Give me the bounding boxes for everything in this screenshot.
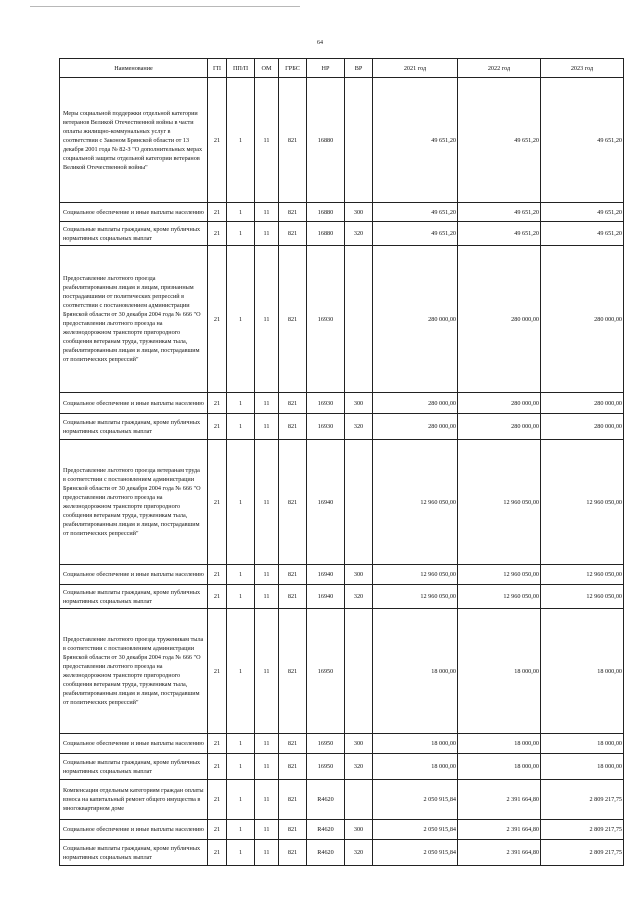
cell-grbs: 821 <box>279 780 307 820</box>
cell-pp: 1 <box>227 820 255 840</box>
cell-om: 11 <box>255 440 279 565</box>
cell-grbs: 821 <box>279 78 307 203</box>
cell-nr: 16930 <box>307 393 345 414</box>
cell-gp: 21 <box>208 820 227 840</box>
cell-om: 11 <box>255 585 279 609</box>
cell-2022: 12 960 050,00 <box>458 440 541 565</box>
cell-vr: 320 <box>345 754 373 780</box>
cell-gp: 21 <box>208 78 227 203</box>
cell-name: Социальное обеспечение и иные выплаты населению <box>60 820 208 840</box>
cell-2023: 18 000,00 <box>541 609 624 734</box>
cell-2023: 18 000,00 <box>541 734 624 754</box>
cell-grbs: 821 <box>279 203 307 222</box>
cell-2021: 2 050 915,84 <box>373 820 458 840</box>
cell-gp: 21 <box>208 734 227 754</box>
cell-2021: 49 651,20 <box>373 222 458 246</box>
table-row <box>60 393 624 414</box>
cell-2021: 12 960 050,00 <box>373 585 458 609</box>
cell-2022: 2 391 664,80 <box>458 820 541 840</box>
cell-2022: 280 000,00 <box>458 393 541 414</box>
cell-nr: 16880 <box>307 203 345 222</box>
cell-gp: 21 <box>208 609 227 734</box>
cell-om: 11 <box>255 393 279 414</box>
cell-2021: 12 960 050,00 <box>373 440 458 565</box>
cell-name: Социальное обеспечение и иные выплаты населению <box>60 203 208 222</box>
table-row <box>60 754 624 780</box>
cell-om: 11 <box>255 609 279 734</box>
header-nr: НР <box>307 59 345 78</box>
cell-gp: 21 <box>208 222 227 246</box>
cell-vr <box>345 609 373 734</box>
cell-2021: 280 000,00 <box>373 393 458 414</box>
cell-2022: 49 651,20 <box>458 222 541 246</box>
cell-gp: 21 <box>208 780 227 820</box>
cell-pp: 1 <box>227 414 255 440</box>
cell-om: 11 <box>255 820 279 840</box>
table-row <box>60 78 624 203</box>
cell-nr: R4620 <box>307 820 345 840</box>
cell-vr: 320 <box>345 840 373 866</box>
cell-2023: 2 809 217,75 <box>541 820 624 840</box>
cell-name: Предоставление льготного проезда ветеранам труда в соответствии с постановлением администрации Брянской области от 30 декабря 2004 года № 666 "О предоставлении льготного проезда на железнодорожном транспорте пригородного сообщения ветеранам труда, труженикам тыла, реабилитированным лицам и лицам, пострадавшим от политических репрессий" <box>60 440 208 565</box>
cell-2023: 280 000,00 <box>541 414 624 440</box>
cell-nr: 16940 <box>307 585 345 609</box>
table-row <box>60 246 624 393</box>
cell-om: 11 <box>255 565 279 585</box>
scan-artifact-line <box>30 6 300 7</box>
cell-2021: 49 651,20 <box>373 78 458 203</box>
cell-gp: 21 <box>208 585 227 609</box>
cell-pp: 1 <box>227 840 255 866</box>
cell-grbs: 821 <box>279 222 307 246</box>
cell-2022: 12 960 050,00 <box>458 565 541 585</box>
cell-pp: 1 <box>227 609 255 734</box>
cell-2022: 49 651,20 <box>458 78 541 203</box>
cell-gp: 21 <box>208 754 227 780</box>
cell-grbs: 821 <box>279 840 307 866</box>
cell-nr: 16880 <box>307 222 345 246</box>
header-gp: ГП <box>208 59 227 78</box>
cell-vr <box>345 246 373 393</box>
header-om: ОМ <box>255 59 279 78</box>
cell-2021: 280 000,00 <box>373 246 458 393</box>
cell-gp: 21 <box>208 246 227 393</box>
cell-pp: 1 <box>227 203 255 222</box>
header-2023: 2023 год <box>541 59 624 78</box>
cell-2023: 2 809 217,75 <box>541 840 624 866</box>
header-name: Наименование <box>60 59 208 78</box>
cell-nr: R4620 <box>307 840 345 866</box>
cell-name: Социальное обеспечение и иные выплаты населению <box>60 565 208 585</box>
cell-gp: 21 <box>208 565 227 585</box>
table-row <box>60 565 624 585</box>
cell-2021: 49 651,20 <box>373 203 458 222</box>
cell-om: 11 <box>255 840 279 866</box>
table-row <box>60 734 624 754</box>
cell-vr <box>345 78 373 203</box>
cell-pp: 1 <box>227 780 255 820</box>
cell-2023: 12 960 050,00 <box>541 440 624 565</box>
cell-nr: 16880 <box>307 78 345 203</box>
cell-grbs: 821 <box>279 754 307 780</box>
cell-nr: 16950 <box>307 734 345 754</box>
cell-vr: 300 <box>345 565 373 585</box>
cell-pp: 1 <box>227 222 255 246</box>
cell-vr: 300 <box>345 203 373 222</box>
cell-2023: 280 000,00 <box>541 393 624 414</box>
cell-gp: 21 <box>208 203 227 222</box>
cell-2023: 49 651,20 <box>541 222 624 246</box>
cell-grbs: 821 <box>279 585 307 609</box>
cell-grbs: 821 <box>279 246 307 393</box>
cell-vr: 300 <box>345 820 373 840</box>
cell-gp: 21 <box>208 414 227 440</box>
cell-pp: 1 <box>227 393 255 414</box>
cell-om: 11 <box>255 246 279 393</box>
cell-vr: 300 <box>345 393 373 414</box>
cell-pp: 1 <box>227 754 255 780</box>
cell-nr: 16930 <box>307 414 345 440</box>
cell-nr: R4620 <box>307 780 345 820</box>
table-row <box>60 203 624 222</box>
cell-om: 11 <box>255 203 279 222</box>
cell-2022: 280 000,00 <box>458 414 541 440</box>
cell-om: 11 <box>255 780 279 820</box>
cell-gp: 21 <box>208 440 227 565</box>
cell-2022: 280 000,00 <box>458 246 541 393</box>
cell-name: Компенсация отдельным категориям граждан оплаты взноса на капитальный ремонт общего имущества в многоквартирном доме <box>60 780 208 820</box>
header-2021: 2021 год <box>373 59 458 78</box>
budget-table <box>59 58 624 866</box>
table-row <box>60 780 624 820</box>
cell-name: Социальные выплаты гражданам, кроме публичных нормативных социальных выплат <box>60 754 208 780</box>
cell-name: Предоставление льготного проезда труженикам тыла в соответствии с постановлением администрации Брянской области от 30 декабря 2004 года № 666 "О предоставлении льготного проезда на железнодорожном транспорте пригородного сообщения ветеранам труда, труженикам тыла, реабилитированным лицам и лицам, пострадавшим от политических репрессий" <box>60 609 208 734</box>
cell-2021: 18 000,00 <box>373 754 458 780</box>
table-row <box>60 840 624 866</box>
cell-2023: 280 000,00 <box>541 246 624 393</box>
page-number: 64 <box>317 40 323 46</box>
cell-grbs: 821 <box>279 734 307 754</box>
table-body <box>60 78 624 866</box>
table-row <box>60 585 624 609</box>
cell-name: Социальное обеспечение и иные выплаты населению <box>60 393 208 414</box>
table-row <box>60 440 624 565</box>
cell-2021: 18 000,00 <box>373 734 458 754</box>
cell-nr: 16940 <box>307 440 345 565</box>
cell-2021: 18 000,00 <box>373 609 458 734</box>
cell-vr: 320 <box>345 414 373 440</box>
cell-2021: 2 050 915,84 <box>373 780 458 820</box>
cell-2021: 280 000,00 <box>373 414 458 440</box>
cell-grbs: 821 <box>279 393 307 414</box>
cell-vr: 300 <box>345 734 373 754</box>
cell-nr: 16930 <box>307 246 345 393</box>
cell-2021: 2 050 915,84 <box>373 840 458 866</box>
cell-om: 11 <box>255 734 279 754</box>
cell-vr: 320 <box>345 222 373 246</box>
cell-name: Меры социальной поддержки отдельной категории ветеранов Великой Отечественной войны в части оплаты жилищно-коммунальных услуг в соответствии с Законом Брянской области от 13 декабря 2001 года № 82-З "О дополнительных мерах социальной защиты отдельной категории ветеранов Великой Отечественной войны" <box>60 78 208 203</box>
cell-2022: 12 960 050,00 <box>458 585 541 609</box>
cell-name: Социальные выплаты гражданам, кроме публичных нормативных социальных выплат <box>60 840 208 866</box>
cell-vr <box>345 440 373 565</box>
cell-gp: 21 <box>208 393 227 414</box>
cell-name: Социальные выплаты гражданам, кроме публичных нормативных социальных выплат <box>60 414 208 440</box>
cell-name: Предоставление льготного проезда реабилитированным лицам и лицам, признанным пострадавшими от политических репрессий в соответствии с постановлением администрации Брянской области от 30 декабря 2004 года № 666 "О предоставлении льготного проезда на железнодорожном транспорте пригородного сообщения ветеранам труда, труженикам тыла, реабилитированным лицам и лицам, пострадавшим от политических репрессий" <box>60 246 208 393</box>
header-grbs: ГРБС <box>279 59 307 78</box>
cell-name: Социальные выплаты гражданам, кроме публичных нормативных социальных выплат <box>60 222 208 246</box>
cell-vr <box>345 780 373 820</box>
cell-om: 11 <box>255 78 279 203</box>
cell-pp: 1 <box>227 585 255 609</box>
cell-grbs: 821 <box>279 820 307 840</box>
cell-pp: 1 <box>227 440 255 565</box>
cell-2023: 49 651,20 <box>541 203 624 222</box>
cell-om: 11 <box>255 222 279 246</box>
table-row <box>60 609 624 734</box>
header-vr: ВР <box>345 59 373 78</box>
cell-name: Социальное обеспечение и иные выплаты населению <box>60 734 208 754</box>
cell-grbs: 821 <box>279 440 307 565</box>
cell-grbs: 821 <box>279 609 307 734</box>
cell-2022: 18 000,00 <box>458 754 541 780</box>
cell-2022: 2 391 664,80 <box>458 840 541 866</box>
cell-2023: 2 809 217,75 <box>541 780 624 820</box>
table-row <box>60 414 624 440</box>
cell-name: Социальные выплаты гражданам, кроме публичных нормативных социальных выплат <box>60 585 208 609</box>
cell-2022: 49 651,20 <box>458 203 541 222</box>
header-pp: ПП/П <box>227 59 255 78</box>
table-row <box>60 222 624 246</box>
cell-2022: 18 000,00 <box>458 609 541 734</box>
cell-2023: 12 960 050,00 <box>541 585 624 609</box>
cell-2023: 12 960 050,00 <box>541 565 624 585</box>
cell-2023: 18 000,00 <box>541 754 624 780</box>
table-header-row <box>60 59 624 78</box>
cell-nr: 16950 <box>307 609 345 734</box>
table-row <box>60 820 624 840</box>
cell-pp: 1 <box>227 734 255 754</box>
cell-nr: 16940 <box>307 565 345 585</box>
cell-pp: 1 <box>227 246 255 393</box>
cell-2022: 2 391 664,80 <box>458 780 541 820</box>
cell-nr: 16950 <box>307 754 345 780</box>
cell-2022: 18 000,00 <box>458 734 541 754</box>
cell-vr: 320 <box>345 585 373 609</box>
cell-grbs: 821 <box>279 414 307 440</box>
cell-grbs: 821 <box>279 565 307 585</box>
header-2022: 2022 год <box>458 59 541 78</box>
cell-om: 11 <box>255 754 279 780</box>
cell-2021: 12 960 050,00 <box>373 565 458 585</box>
cell-om: 11 <box>255 414 279 440</box>
cell-pp: 1 <box>227 78 255 203</box>
cell-2023: 49 651,20 <box>541 78 624 203</box>
cell-pp: 1 <box>227 565 255 585</box>
cell-gp: 21 <box>208 840 227 866</box>
